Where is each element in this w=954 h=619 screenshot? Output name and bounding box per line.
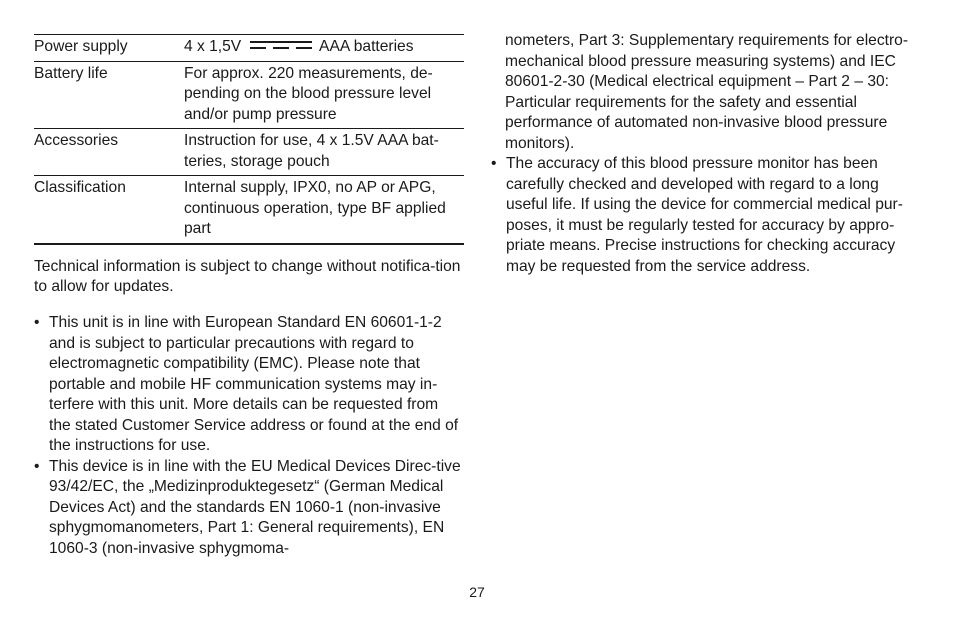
table-row	[34, 129, 464, 176]
bullet-text: The accuracy of this blood pressure monitor has been carefully checked and developed with regard to a long useful life. If using the device for commercial medical pur-poses, it must be regularly tested for accuracy by appro-priate means. Precise instructions for checking accuracy may be requested from the service address.	[506, 155, 903, 275]
voltage-text: 4 x 1,5V	[184, 38, 242, 55]
bullet-text: This unit is in line with European Standard EN 60601-1-2 and is subject to particular precautions with regard to electromagnetic compatibility (EMC). Please note that portable and mobile HF communication systems may in-terfere with this unit. More details can be requested from the stated Customer Service address or found at the end of the instructions for use.	[49, 314, 459, 455]
table-row	[34, 61, 464, 129]
bullet-icon: •	[34, 314, 40, 332]
technical-specs-table	[34, 34, 464, 245]
list-item	[34, 313, 464, 457]
list-item	[491, 154, 923, 277]
right-column	[491, 31, 923, 277]
left-bullet-list	[34, 313, 464, 559]
table-row	[34, 176, 464, 244]
spec-value: Instruction for use, 4 x 1.5V AAA bat-teries, storage pouch	[184, 129, 464, 176]
spec-label: Battery life	[34, 61, 184, 129]
spec-value	[184, 35, 464, 62]
page-number: 27	[469, 584, 485, 600]
spec-label: Power supply	[34, 35, 184, 62]
dc-symbol-icon	[250, 39, 312, 51]
technical-change-note: Technical information is subject to change without notifica-tion to allow for updates.	[34, 257, 461, 295]
battery-type-text: AAA batteries	[319, 38, 414, 55]
spec-value: For approx. 220 measurements, de-pending on the blood pressure level and/or pump pressure	[184, 61, 464, 129]
continued-paragraph: nometers, Part 3: Supplementary requirements for electro-mechanical blood pressure measuring systems) and IEC 80601-2-30 (Medical electrical equipment – Part 2 – 30: Particular requirements for the safety and essential performance of automated non-invasive blood pressure monitors).	[505, 32, 909, 152]
left-column	[34, 34, 464, 559]
spec-label: Accessories	[34, 129, 184, 176]
list-item	[34, 457, 464, 560]
spec-label: Classification	[34, 176, 184, 244]
spec-value: Internal supply, IPX0, no AP or APG, continuous operation, type BF applied part	[184, 176, 464, 244]
bullet-text: This device is in line with the EU Medical Devices Direc-tive 93/42/EC, the „Medizinproduktegesetz“ (German Medical Devices Act) and the standards EN 1060-1 (non-invasive sphygmomanometers, Part 1: General requirements), EN 1060-3 (non-invasive sphygmoma-	[49, 457, 461, 557]
table-row	[34, 35, 464, 62]
bullet-icon: •	[34, 457, 40, 475]
right-bullet-list	[491, 154, 923, 277]
bullet-icon: •	[491, 155, 497, 172]
